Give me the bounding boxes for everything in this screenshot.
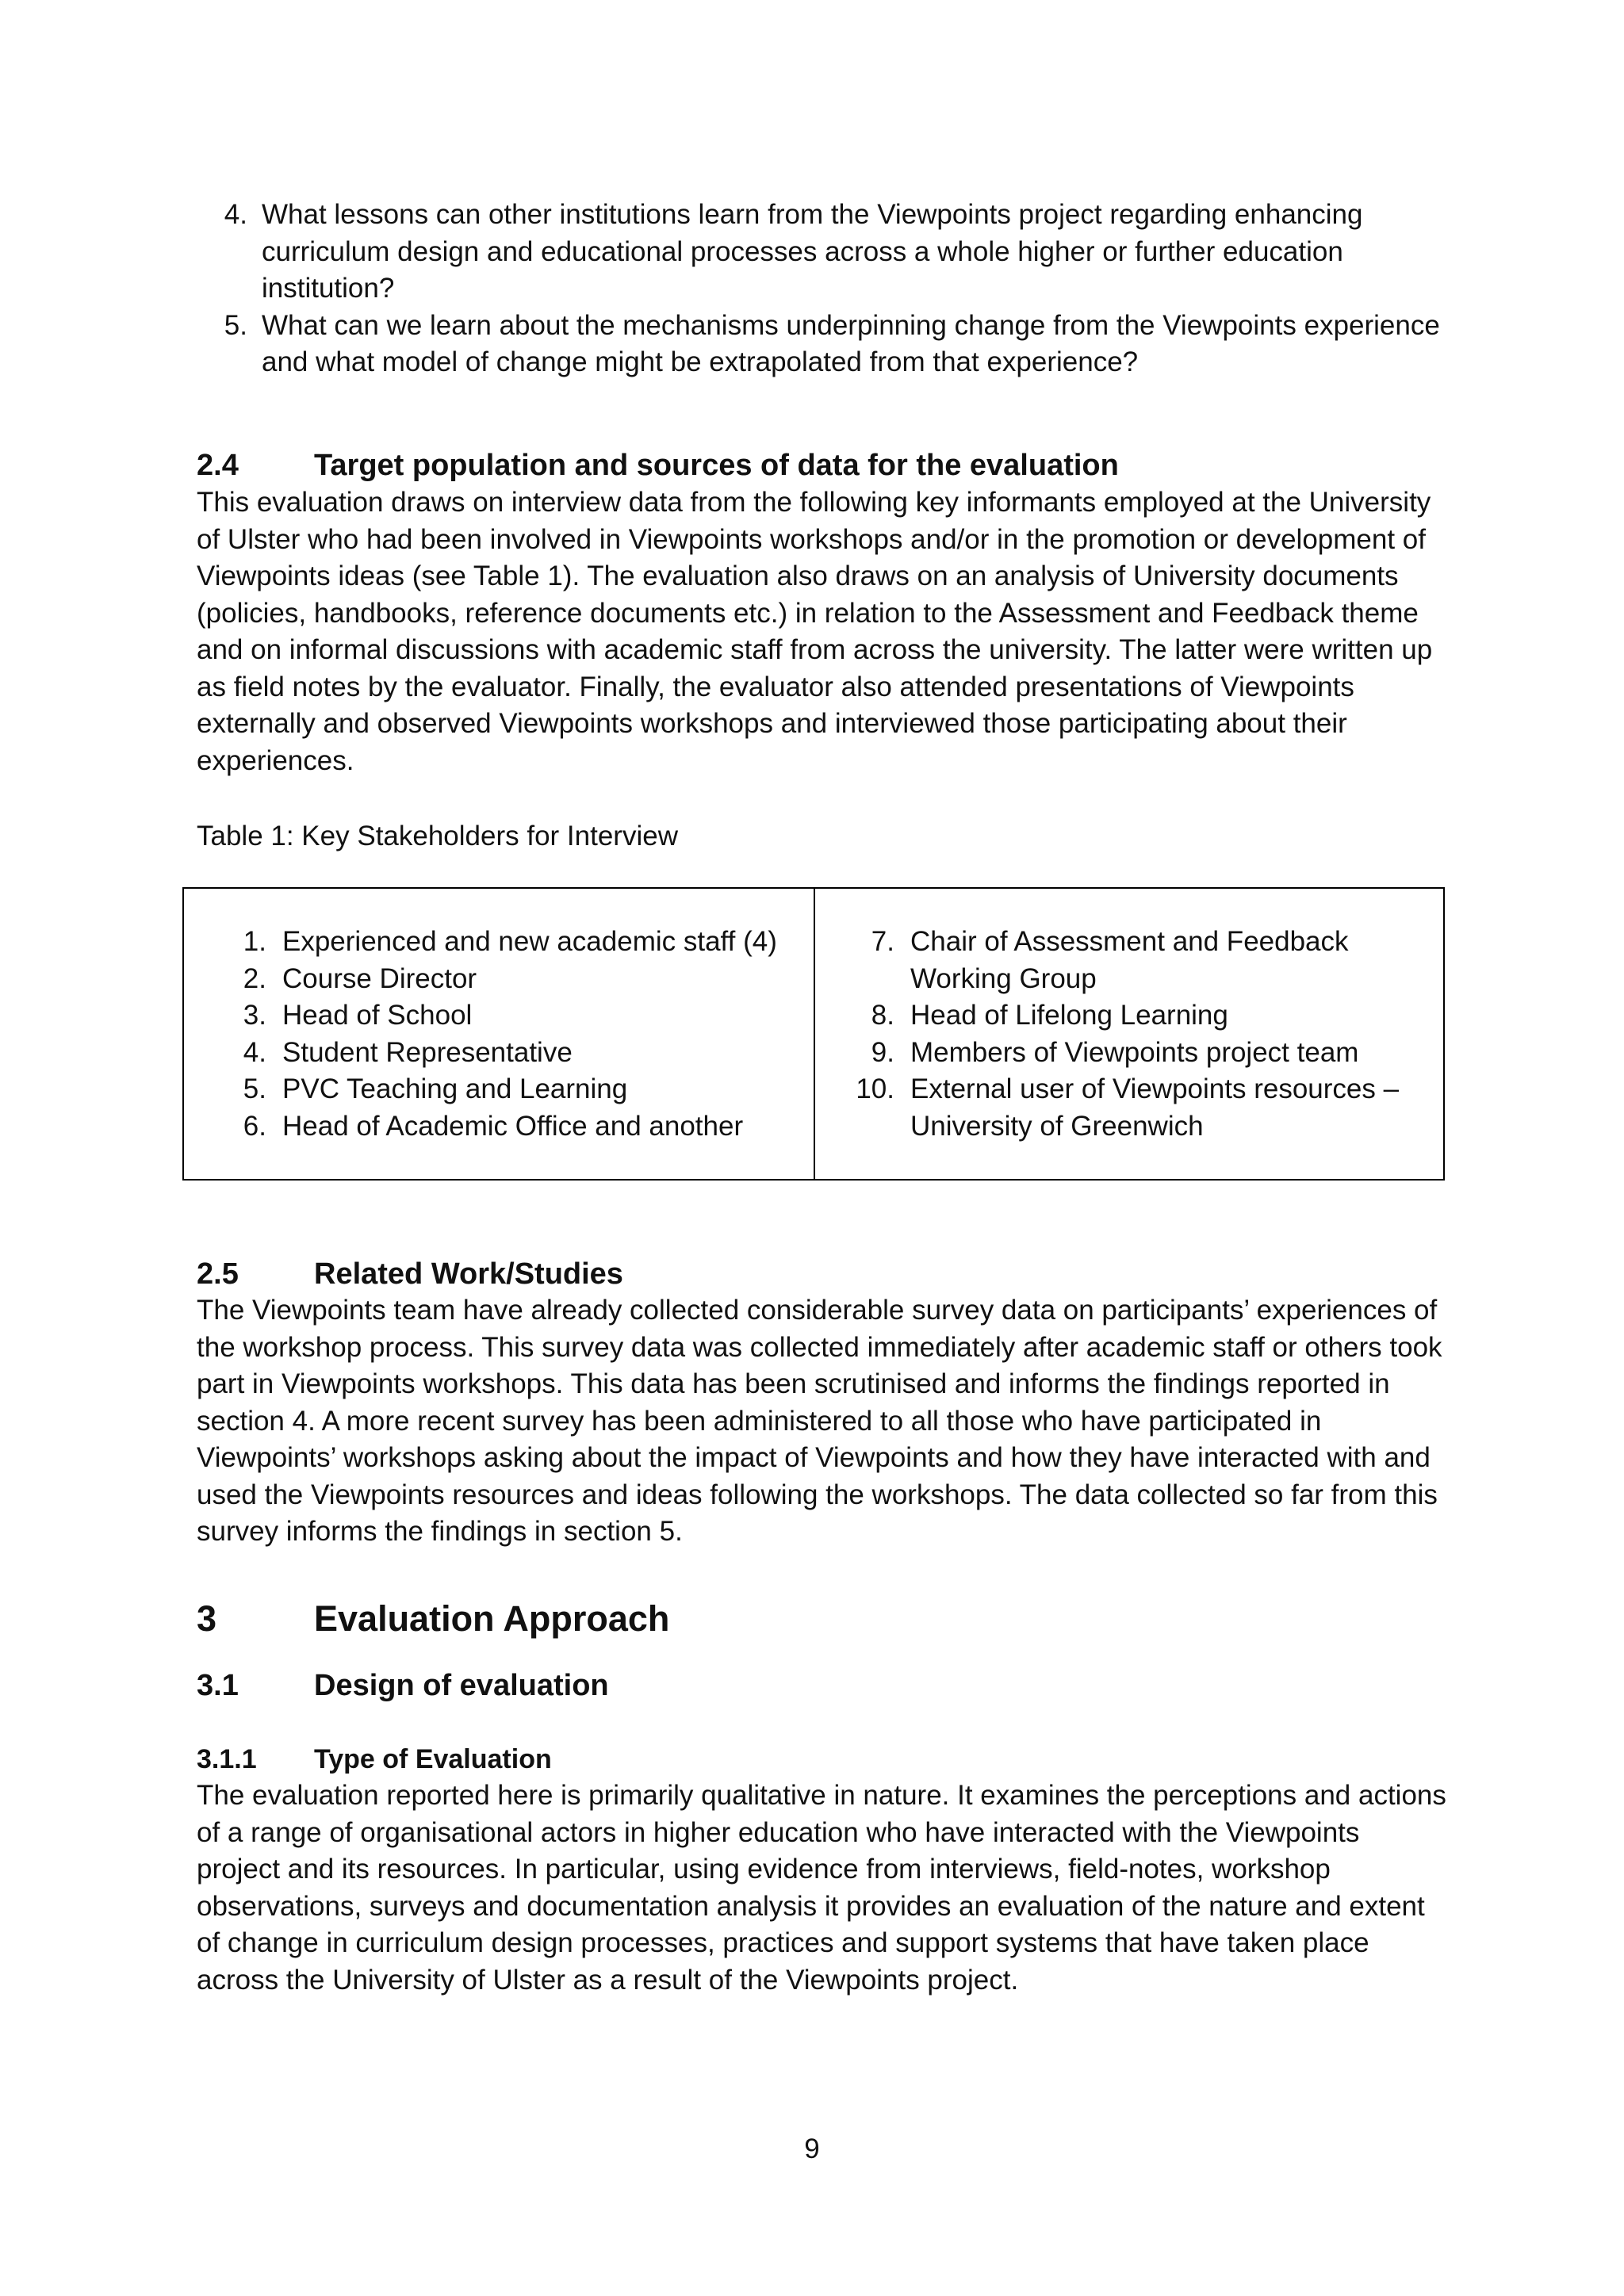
- table-list-item: 5. PVC Teaching and Learning: [243, 1073, 628, 1104]
- section-title: Target population and sources of data for the evaluation: [314, 449, 1119, 482]
- section-number: 2.5: [197, 1257, 239, 1291]
- table-list-item: 8. Head of Lifelong Learning: [871, 1000, 1228, 1031]
- section-2-4-paragraph: This evaluation draws on interview data from the following key informants employed at the University of Ulster who had been involved in Viewpoints workshops and/or in the promotion or development of Viewpoints ideas (see Table 1). The evaluation also draws on an analysis of University documents (policies, handbooks, reference documents etc.) in relation to the Assessment and Feedback theme and on informal discussions with academic staff from across the university. The latter were written up as field notes by the evaluator. Finally, the evaluator also attended presentations of Viewpoints externally and observed Viewpoints workshops and interviewed those participating about their experiences.: [197, 487, 1433, 776]
- table-column-right: [815, 889, 1443, 1179]
- table-column-left: [184, 889, 815, 1179]
- table-caption: Table 1: Key Stakeholders for Interview: [197, 821, 678, 851]
- section-number: 3: [197, 1598, 217, 1639]
- section-title: Evaluation Approach: [314, 1598, 670, 1639]
- section-title: Type of Evaluation: [314, 1744, 552, 1774]
- list-item-text: What can we learn about the mechanisms underpinning change from the Viewpoints experience and what model of change might be extrapolated from that experience?: [262, 309, 1440, 377]
- section-heading-3-1-1: [197, 1742, 552, 1777]
- section-number: 2.4: [197, 449, 239, 482]
- section-3-1-1-paragraph: The evaluation reported here is primarily qualitative in nature. It examines the perceptions and actions of a range of organisational actors in higher education who have interacted with the Viewpoints project and its resources. In particular, using evidence from interviews, field-notes, workshop observations, surveys and documentation analysis it provides an evaluation of the nature and extent of change in curriculum design processes, practices and support systems that have taken place across the University of Ulster as a result of the Viewpoints project.: [197, 1780, 1446, 1996]
- table-list-item: 10. External user of Viewpoints resources – University of Greenwich: [856, 1073, 1400, 1142]
- table-list-item: 1. Experienced and new academic staff (4): [243, 926, 777, 957]
- table-list-item: 4. Student Representative: [243, 1036, 573, 1068]
- section-title: Related Work/Studies: [314, 1257, 623, 1291]
- section-heading-3: [197, 1597, 669, 1641]
- section-title: Design of evaluation: [314, 1669, 609, 1702]
- list-item: [197, 197, 1465, 308]
- section-heading-2-4: [197, 446, 1119, 484]
- list-item-text: What lessons can other institutions learn from the Viewpoints project regarding enhancing curriculum design and educational processes across a whole higher or further education institution?: [262, 199, 1363, 304]
- page-number: 9: [804, 2133, 820, 2164]
- section-number: 3.1.1: [197, 1744, 257, 1774]
- table-list-item: 6. Head of Academic Office and another: [243, 1110, 744, 1142]
- list-item: [197, 308, 1465, 381]
- section-2-5-paragraph: The Viewpoints team have already collected considerable survey data on participants’ experiences of the workshop process. This survey data was collected immediately after academic staff or others took part in Viewpoints workshops. This data has been scrutinised and informs the findings reported in section 4. A more recent survey has been administered to all those who have participated in Viewpoints’ workshops asking about the impact of Viewpoints and how they have interacted with and used the Viewpoints resources and ideas following the workshops. The data collected so far from this survey informs the findings in section 5.: [197, 1295, 1442, 1547]
- section-heading-2-5: [197, 1255, 623, 1293]
- table-list-item: 7. Chair of Assessment and Feedback Working Group: [871, 926, 1349, 994]
- section-number: 3.1: [197, 1669, 239, 1702]
- table-list-item: 3. Head of School: [243, 1000, 473, 1031]
- research-questions-list: [197, 197, 1465, 381]
- section-heading-3-1: [197, 1667, 609, 1705]
- list-item-number: 4.: [224, 199, 247, 230]
- table-list-item: 2. Course Director: [243, 962, 477, 994]
- stakeholders-table: [182, 887, 1445, 1181]
- list-item-number: 5.: [224, 309, 247, 341]
- table-list-item: 9. Members of Viewpoints project team: [871, 1036, 1359, 1068]
